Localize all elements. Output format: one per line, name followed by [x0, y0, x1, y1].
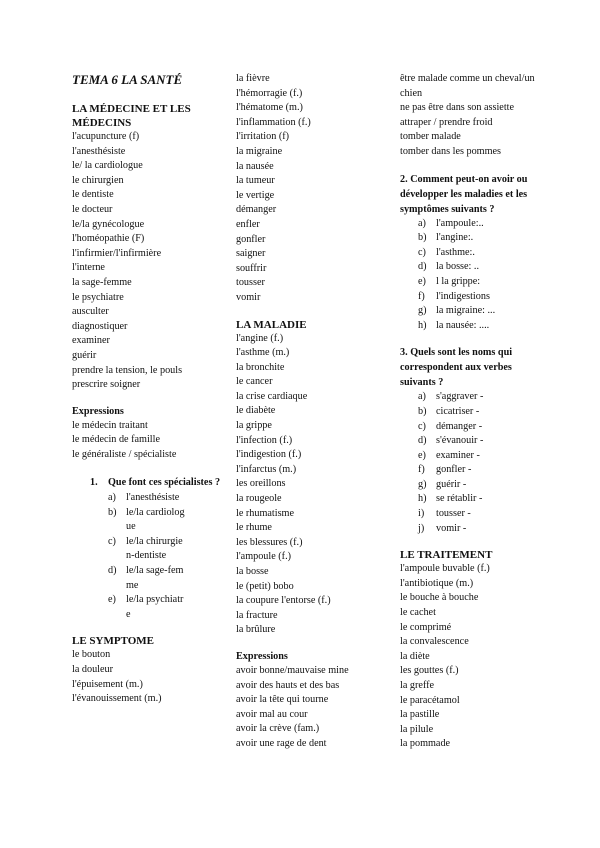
expression-item: le médecin traitant: [72, 419, 148, 431]
expressions-list-2: [236, 664, 386, 752]
expression-item: être malade comme un cheval/un chien: [400, 73, 535, 99]
vocab-item: guérir: [72, 349, 97, 361]
page-title: TEMA 6 LA SANTÉ: [72, 72, 183, 87]
question-item: [400, 217, 540, 232]
vocab-item: le diabète: [236, 405, 276, 417]
item-text: l'anesthésiste: [126, 492, 180, 504]
vocab-item: l'hématome (m.): [236, 102, 303, 114]
question-item: [400, 507, 540, 522]
vocab-item: l'ampoule buvable (f.): [400, 563, 490, 575]
vocab-item: la tumeur: [236, 175, 275, 187]
item-text: se rétablir -: [436, 493, 483, 505]
item-text: guérir -: [436, 478, 467, 490]
vocab-item: l'anesthésiste: [72, 145, 126, 157]
vocab-item: le rhumatisme: [236, 507, 294, 519]
vocab-item: l'évanouissement (m.): [72, 693, 162, 705]
item-text: la migraine: ...: [436, 305, 496, 317]
item-marker: a): [418, 391, 426, 403]
item-text: gonfler -: [436, 464, 472, 476]
vocab-item: la douleur: [72, 664, 114, 675]
vocab-item: prescrire soigner: [72, 379, 141, 391]
question-item: [400, 246, 540, 261]
vocab-item: la coupure l'entorse (f.): [236, 595, 331, 607]
expression-item: avoir une rage de dent: [236, 737, 327, 749]
item-marker: d): [418, 435, 427, 447]
question-item: [400, 434, 540, 449]
question-item: [400, 420, 540, 435]
item-marker: f): [418, 290, 425, 302]
question-item: [400, 390, 540, 405]
vocab-item: le bouche à bouche: [400, 592, 479, 604]
expression-item: le médecin de famille: [72, 434, 160, 446]
traitement-heading: LE TRAITEMENT: [400, 549, 493, 562]
item-text: l la grippe:: [436, 275, 481, 287]
vocab-item: le vertige: [236, 189, 275, 201]
vocab-item: le/ la cardiologue: [72, 160, 143, 172]
question-item: [400, 231, 540, 246]
vocab-item: la convalescence: [400, 636, 469, 648]
vocab-item: l'infarctus (m.): [236, 463, 297, 475]
expression-item: avoir des hauts et des bas: [236, 679, 340, 691]
item-text: cicatriser -: [436, 405, 480, 417]
vocab-item: l'ampoule (f.): [236, 551, 292, 563]
question-item: [400, 275, 540, 290]
item-text: s'évanouir -: [436, 435, 484, 447]
expressions-list-1: [72, 419, 222, 463]
expression-item: avoir la tête qui tourne: [236, 694, 329, 706]
traitement-list: [400, 562, 540, 752]
item-text: démanger -: [436, 420, 483, 432]
item-text: tousser -: [436, 508, 471, 520]
column-1: [72, 72, 222, 707]
medecine-list: [72, 130, 222, 393]
vocab-item: ausculter: [72, 306, 109, 318]
question-item: [400, 405, 540, 420]
vocab-item: le chirurgien: [72, 174, 124, 186]
vocab-item: la rougeole: [236, 493, 282, 505]
expression-item: ne pas être dans son assiette: [400, 102, 515, 114]
question-item: [400, 522, 540, 537]
question-item: [400, 492, 540, 507]
vocab-item: l'irritation (f): [236, 131, 290, 143]
vocab-item: la grippe: [236, 420, 272, 432]
question-item: [400, 290, 540, 305]
item-marker: g): [418, 305, 427, 317]
vocab-item: la bosse: [236, 566, 269, 577]
expression-item: tomber malade: [400, 131, 461, 143]
question-1-text: Que font ces spécialistes ?: [108, 477, 221, 489]
question-3-text: 3. Quels sont les noms qui correspondent aux verbes suivants ?: [400, 347, 513, 389]
vocab-item: saigner: [236, 248, 266, 260]
question-2-list: [400, 217, 540, 334]
vocab-item: les oreillons: [236, 478, 286, 490]
item-marker: d): [108, 565, 117, 577]
item-marker: h): [418, 493, 427, 505]
vocab-item: démanger: [236, 204, 277, 216]
question-item: [108, 535, 186, 564]
item-text: le/la cardiologue: [126, 506, 185, 533]
item-marker: e): [418, 449, 426, 461]
vocab-item: les gouttes (f.): [400, 665, 459, 677]
item-marker: c): [418, 420, 426, 432]
item-text: s'aggraver -: [436, 391, 484, 403]
vocab-item: l'homéopathie (F): [72, 233, 145, 245]
vocab-item: tousser: [236, 277, 265, 289]
vocab-item: le docteur: [72, 203, 113, 215]
symptome-list-continued: [236, 72, 386, 306]
medecine-heading: LA MÉDECINE ET LES MÉDECINS: [72, 103, 191, 129]
vocab-item: l'infirmier/l'infirmière: [72, 247, 162, 259]
item-marker: e): [418, 275, 426, 287]
vocab-item: la fièvre: [236, 73, 270, 84]
vocab-item: souffrir: [236, 262, 267, 274]
question-item: [108, 593, 186, 622]
vocab-item: le rhume: [236, 522, 272, 534]
question-1-number: 1.: [90, 477, 98, 489]
vocab-item: la greffe: [400, 680, 435, 691]
item-marker: j): [418, 522, 425, 534]
item-text: examiner -: [436, 449, 480, 461]
vocab-item: le (petit) bobo: [236, 580, 294, 592]
vocab-item: la sage-femme: [72, 276, 132, 288]
symptome-heading: LE SYMPTOME: [72, 635, 155, 648]
vocab-item: l'antibiotique (m.): [400, 577, 474, 589]
item-marker: a): [418, 217, 426, 229]
item-marker: e): [108, 594, 116, 606]
symptome-list: [72, 648, 222, 706]
question-item: [108, 491, 186, 506]
item-marker: h): [418, 319, 427, 331]
question-item: [108, 564, 186, 593]
item-text: la bosse: ..: [436, 261, 480, 273]
vocab-item: les blessures (f.): [236, 536, 303, 548]
item-marker: f): [418, 464, 425, 476]
item-text: l'asthme:.: [436, 246, 475, 258]
question-item: [400, 319, 540, 334]
vocab-item: la pilule: [400, 723, 434, 735]
vocab-item: prendre la tension, le pouls: [72, 364, 183, 376]
vocab-item: l'hémorragie (f.): [236, 87, 303, 99]
expressions-heading-1: Expressions: [72, 405, 124, 417]
vocab-item: l'infection (f.): [236, 434, 293, 446]
vocab-item: la brûlure: [236, 624, 276, 636]
question-1: [72, 476, 222, 491]
vocab-item: diagnostiquer: [72, 320, 128, 332]
item-text: l'ampoule:..: [436, 217, 484, 229]
question-item: [400, 463, 540, 478]
item-text: la nausée: ....: [436, 319, 490, 331]
item-marker: b): [418, 405, 427, 417]
expressions-heading-2: Expressions: [236, 650, 288, 662]
vocab-item: gonfler: [236, 233, 266, 245]
column-2: [236, 72, 386, 752]
expression-item: avoir bonne/mauvaise mine: [236, 664, 349, 676]
vocab-item: l'acupuncture (f): [72, 131, 140, 142]
item-text: l'indigestions: [436, 290, 490, 302]
item-marker: b): [108, 506, 117, 518]
expression-item: le généraliste / spécialiste: [72, 448, 177, 460]
question-3-list: [400, 390, 540, 536]
question-item: [400, 478, 540, 493]
vocab-item: le dentiste: [72, 189, 114, 201]
vocab-item: la bronchite: [236, 361, 285, 373]
item-text: vomir -: [436, 522, 467, 534]
vocab-item: la pastille: [400, 709, 440, 721]
expressions-list-continued: [400, 72, 540, 160]
expression-item: tomber dans les pommes: [400, 145, 502, 157]
vocab-item: l'inflammation (f.): [236, 116, 311, 128]
question-2-text: 2. Comment peut-on avoir ou développer les maladies et les symptômes suivants ?: [400, 173, 528, 215]
item-text: le/la psychiatre: [126, 594, 184, 620]
vocab-item: enfler: [236, 218, 260, 230]
vocab-item: vomir: [236, 291, 261, 303]
maladie-heading: LA MALADIE: [236, 318, 307, 331]
vocab-item: le bouton: [72, 649, 111, 661]
item-text: l'angine:.: [436, 232, 474, 244]
vocab-item: la pommade: [400, 738, 451, 750]
vocab-item: l'épuisement (m.): [72, 678, 143, 690]
item-marker: c): [108, 535, 116, 547]
vocab-item: le paracétamol: [400, 694, 460, 706]
question-item: [400, 260, 540, 275]
item-text: le/la sage-femme: [126, 565, 184, 591]
column-3: [400, 72, 540, 752]
vocab-item: l'interne: [72, 262, 105, 274]
vocab-item: l'angine (f.): [236, 332, 284, 344]
item-text: le/la chirurgien-dentiste: [126, 535, 183, 562]
question-1-list: [108, 491, 222, 622]
question-item: [108, 506, 186, 535]
item-marker: c): [418, 246, 426, 258]
vocab-item: le/la gynécologue: [72, 218, 145, 230]
maladie-list: [236, 332, 386, 638]
vocab-item: la nausée: [236, 160, 274, 172]
vocab-item: le cachet: [400, 607, 436, 619]
question-item: [400, 449, 540, 464]
item-marker: d): [418, 261, 427, 273]
vocab-item: l'asthme (m.): [236, 347, 290, 359]
item-marker: a): [108, 492, 116, 504]
question-item: [400, 304, 540, 319]
item-marker: g): [418, 478, 427, 490]
vocab-item: le cancer: [236, 376, 273, 388]
expression-item: avoir la crève (fam.): [236, 723, 320, 735]
vocab-item: l'indigestion (f.): [236, 449, 302, 461]
vocab-item: le comprimé: [400, 621, 452, 633]
vocab-item: la crise cardiaque: [236, 390, 308, 402]
vocab-item: la diète: [400, 650, 430, 662]
item-marker: b): [418, 232, 427, 244]
vocab-item: le psychiatre: [72, 291, 124, 303]
vocab-item: la fracture: [236, 609, 278, 621]
item-marker: i): [418, 508, 425, 520]
vocab-item: la migraine: [236, 145, 283, 157]
expression-item: attraper / prendre froid: [400, 116, 493, 128]
vocab-item: examiner: [72, 335, 110, 347]
expression-item: avoir mal au cour: [236, 708, 308, 720]
